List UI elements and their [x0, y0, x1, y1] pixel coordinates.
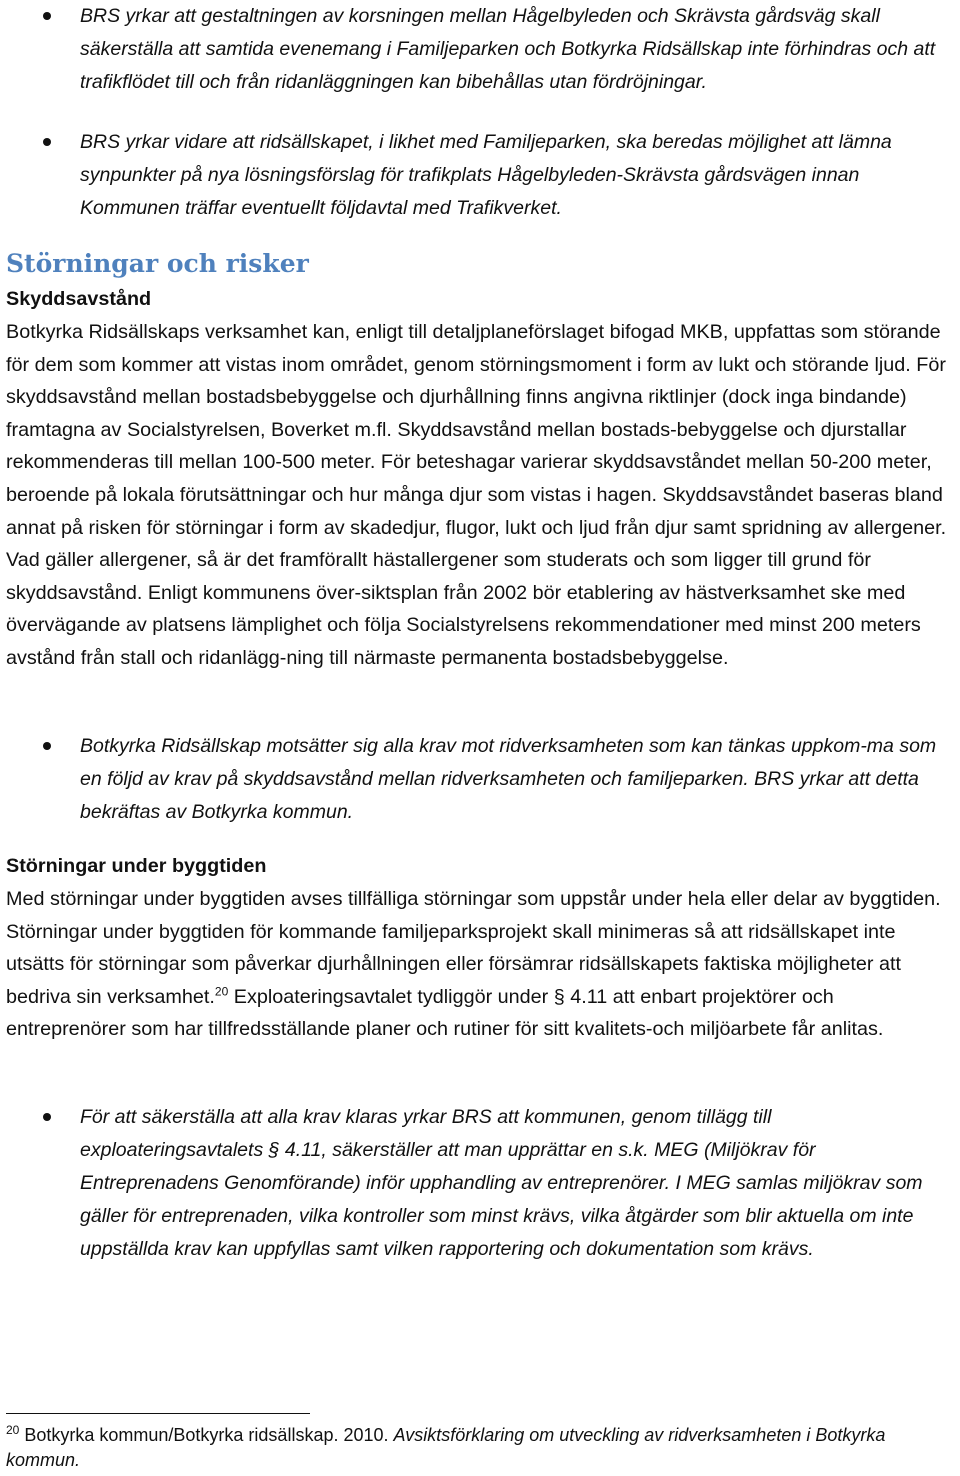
top-bullet-list: [0, 0, 960, 225]
bullet-text: BRS yrkar att gestaltningen av korsningen mellan Hågelbyleden och Skrävsta gårdsväg skall säkerställa att samtida evenemang i Familjeparken och Botkyrka Ridsällskap inte förhindras och att trafikflödet till och från ridanläggningen kan bibehållas utan fördröjningar.: [80, 5, 936, 93]
bullet-icon: [43, 742, 51, 750]
bullet-item: [0, 126, 960, 225]
bullet-icon: [43, 12, 51, 20]
footnote-number: 20: [6, 1423, 20, 1437]
bullet-text: BRS yrkar vidare att ridsällskapet, i likhet med Familjeparken, ska beredas möjlighet att lämna synpunkter på nya lösningsförslag för trafikplats Hågelbyleden-Skrävsta gårdsvägen innan Kommunen träffar eventuellt följdavtal med Trafikverket.: [80, 131, 892, 219]
footnote-reference[interactable]: 20: [214, 984, 229, 999]
bullet-item: [0, 1101, 960, 1266]
skydd-bullet-list: [0, 730, 960, 829]
footnote-title: Avsiktsförklaring om utveckling av ridverksamheten i Botkyrka kommun.: [6, 1425, 886, 1470]
sub-heading-skyddsavstand: Skyddsavstånd: [6, 288, 152, 310]
bullet-item: [0, 730, 960, 829]
bygg-bullet-list: [0, 1101, 960, 1266]
byggtiden-paragraph: [6, 883, 952, 1046]
footnote-divider: [6, 1413, 310, 1414]
footnote: [6, 1423, 952, 1473]
bullet-icon: [43, 138, 51, 146]
skyddsavstand-paragraph: Botkyrka Ridsällskaps verksamhet kan, enligt till detaljplaneförslaget bifogad MKB, uppfattas som störande för dem som kommer att vistas inom området, genom störningsmoment i form av lukt och störande ljud. För skyddsavstånd mellan bostadsbebyggelse och djurhållning finns angivna riktlinjer (dock inga bindande) framtagna av Socialstyrelsen, Boverket m.fl. Skyddsavstånd mellan bostads-bebyggelse och djurstallar rekommenderas till mellan 100-500 meter. För beteshagar varierar skyddsavståndet mellan 50-200 meter, beroende på lokala förutsättningar och hur många djur som vistas i hagen. Skyddsavståndet baseras bland annat på risken för störningar i form av skadedjur, flugor, lukt och ljud från djur samt spridning av allergener. Vad gäller allergener, så är det framförallt hästallergener som studerats och som ligger till grund för skyddsavstånd. Enligt kommunens över-siktsplan från 2002 bör etablering av hästverksamhet ske med övervägande av platsens lämplighet och följa Socialstyrelsens rekommendationer med minst 200 meters avstånd från stall och ridanlägg-ning till närmaste permanenta bostadsbebyggelse.: [6, 321, 947, 669]
byggtiden-text-part1: Med störningar under byggtiden avses tillfälliga störningar som uppstår under hela eller delar av byggtiden. Störningar under byggtiden för kommande familjeparksprojekt skall minimeras så att ridsällskapet inte utsätts för störningar som påverkar djurhållningen eller försämrar ridsällskapets faktiska möjligheter att bedriva sin verksamhet.: [6, 888, 941, 1008]
bullet-text: Botkyrka Ridsällskap motsätter sig alla krav mot ridverksamheten som kan tänkas uppkom-ma som en följd av krav på skyddsavstånd mellan ridverksamheten och familjeparken. BRS yrkar att detta bekräftas av Botkyrka kommun.: [80, 735, 937, 823]
sub-heading-byggtiden: Störningar under byggtiden: [6, 855, 267, 877]
footnote-text: Botkyrka kommun/Botkyrka ridsällskap. 2010.: [19, 1425, 394, 1445]
bullet-icon: [43, 1113, 51, 1121]
bullet-item: [0, 0, 960, 99]
byggtiden-text-part2: Exploateringsavtalet tydliggör under § 4.11 att enbart projektörer och entreprenörer som har tillfredsställande planer och rutiner för sitt kvalitets-och miljöarbete får anlitas.: [6, 985, 884, 1041]
section-heading: Störningar och risker: [6, 249, 309, 278]
bullet-text: För att säkerställa att alla krav klaras yrkar BRS att kommunen, genom tillägg till exploateringsavtalets § 4.11, säkerställer att man upprättar en s.k. MEG (Miljökrav för Entreprenadens Genomförande) inför upphandling av entreprenörer. I MEG samlas miljökrav som gäller för entreprenaden, vilka kontroller som minst krävs, vilka åtgärder som blir aktuella om inte uppställda krav kan uppfyllas samt vilken rapportering och dokumentation som krävs.: [80, 1106, 923, 1260]
